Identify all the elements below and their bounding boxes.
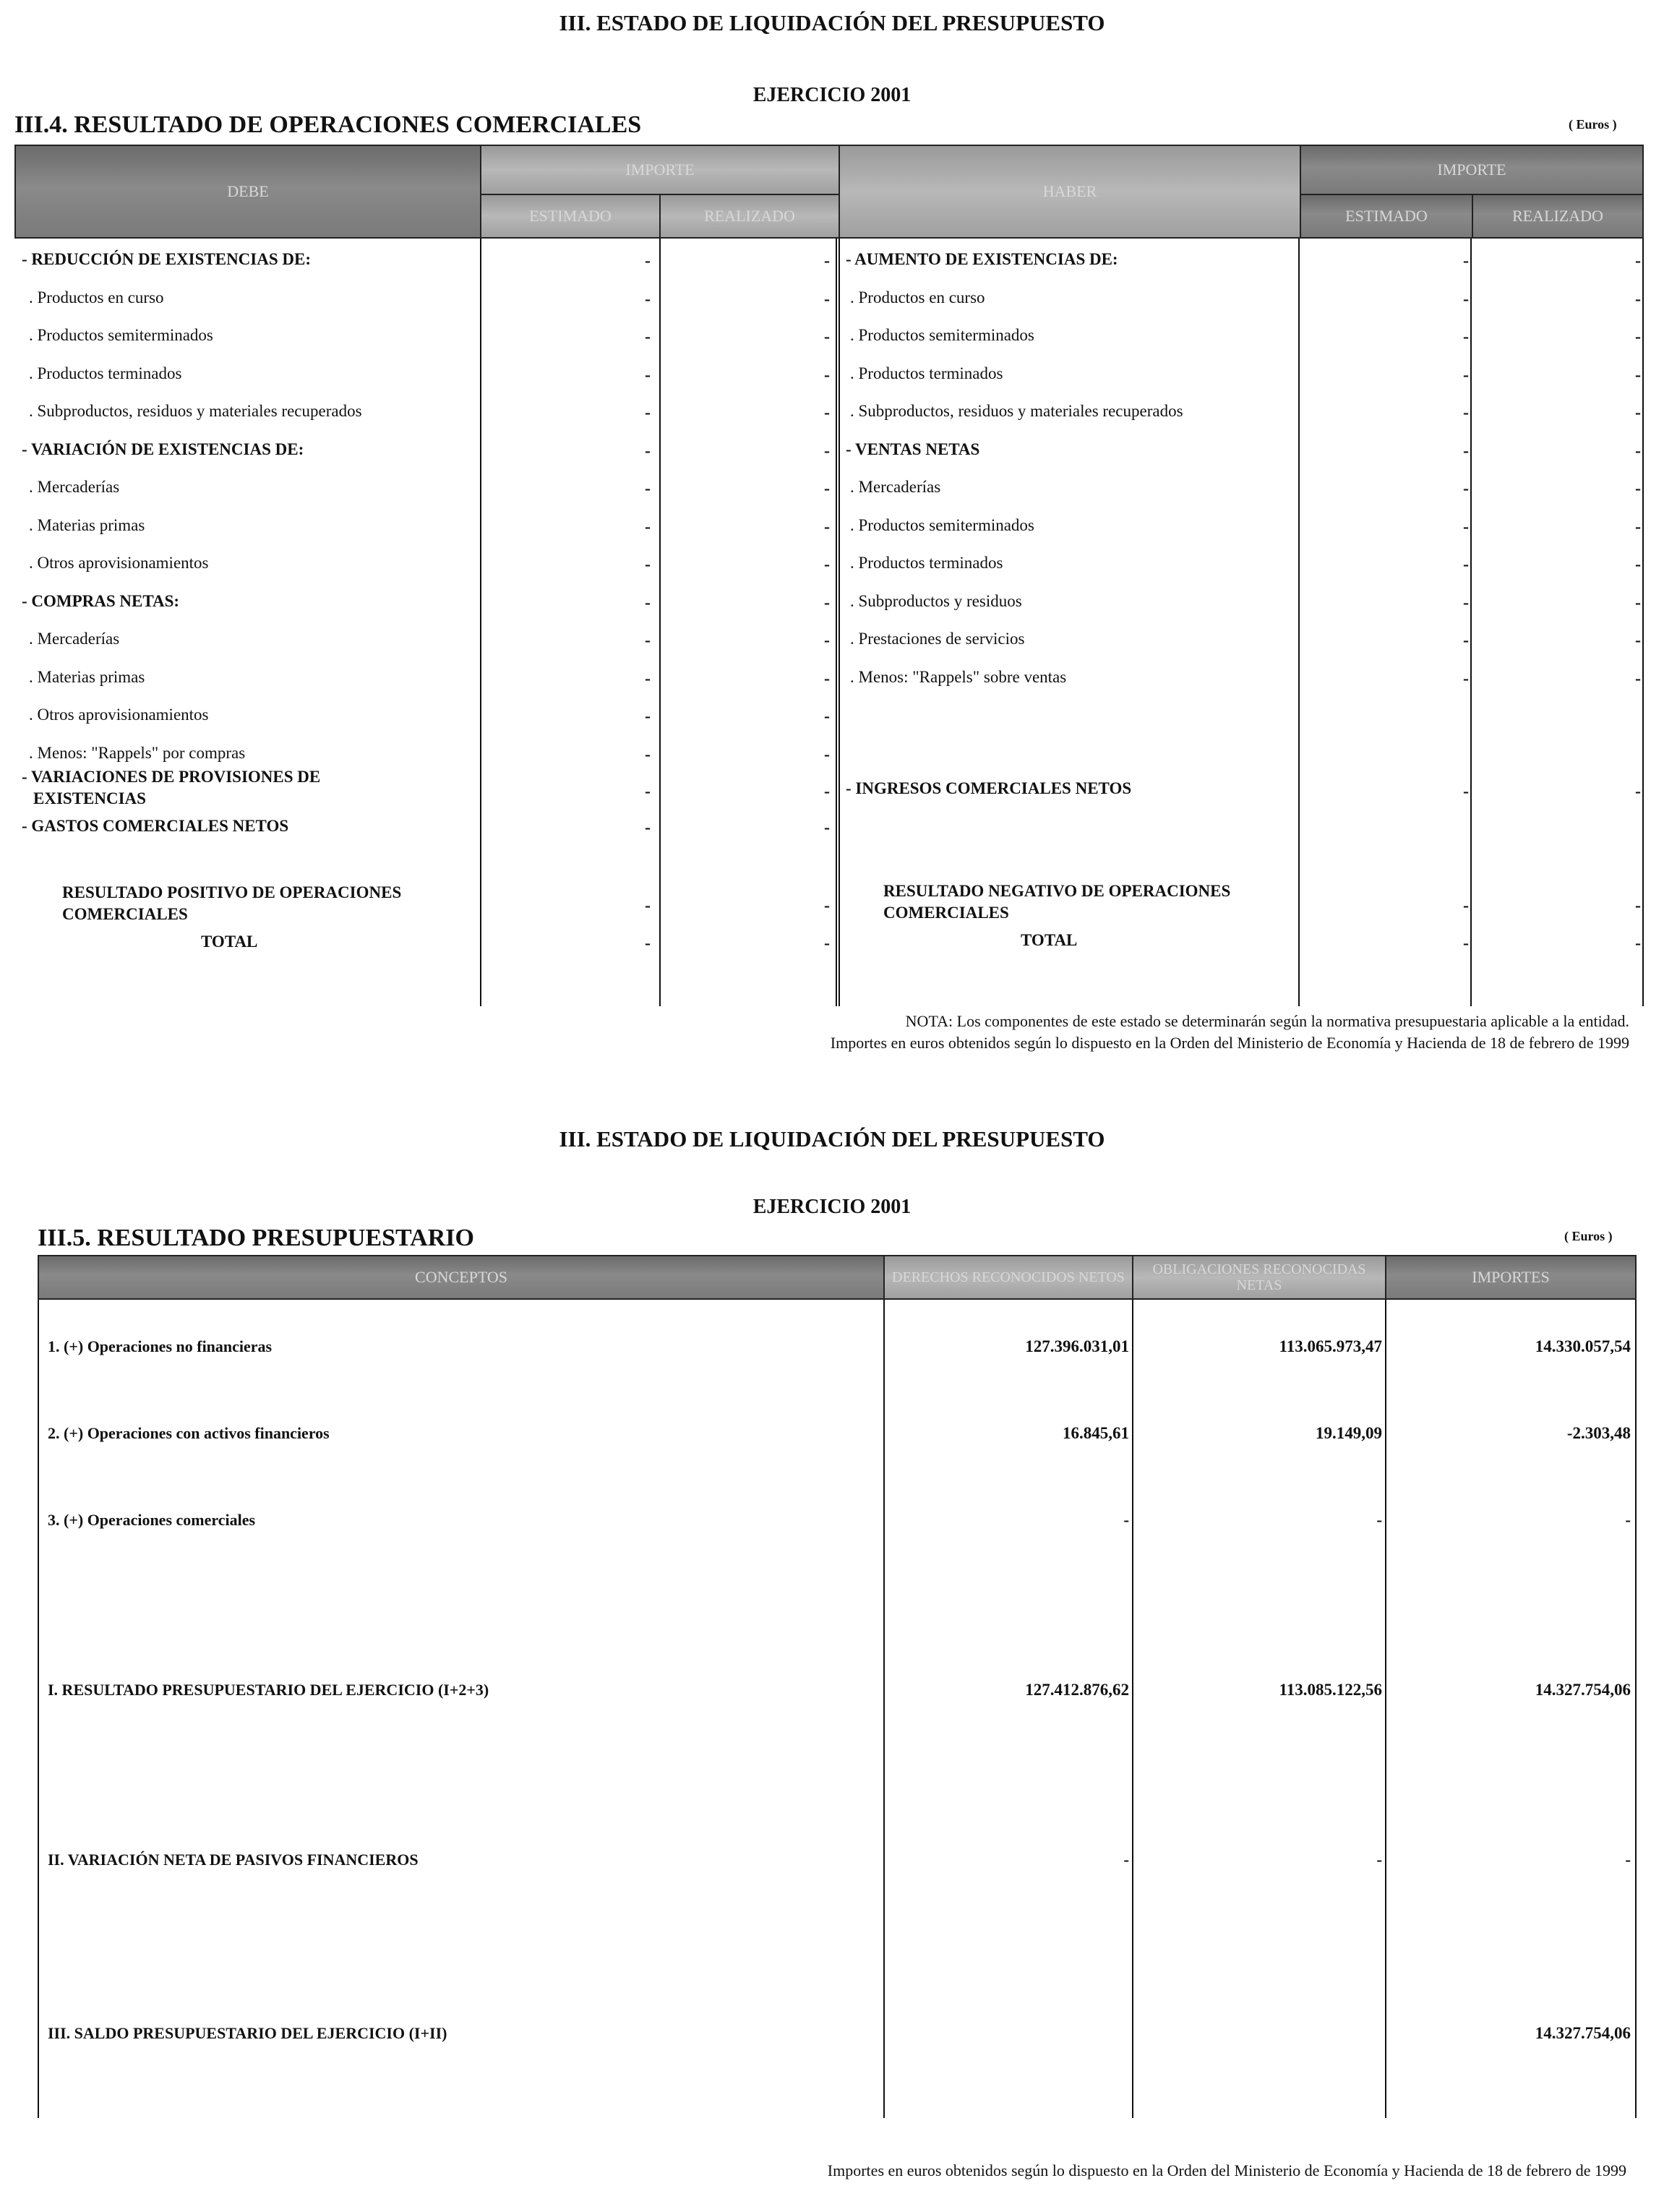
page1-title: III. ESTADO DE LIQUIDACIÓN DEL PRESUPUESTO	[559, 10, 1105, 35]
haber-ingresos-label: - INGRESOS COMERCIALES NETOS	[846, 779, 1132, 797]
haber-row-realizado: -	[1635, 479, 1641, 498]
header-conceptos: CONCEPTOS	[38, 1255, 885, 1300]
haber-row-realizado: -	[1635, 593, 1641, 612]
header-debe: DEBE	[14, 145, 481, 239]
haber-row-estimado: -	[1463, 669, 1469, 688]
debe-resultado-estimado: -	[645, 896, 651, 915]
debe-row-realizado: -	[824, 289, 830, 309]
haber-row-label: . Prestaciones de servicios	[850, 630, 1025, 648]
rule-v2	[659, 239, 661, 1006]
haber-row-label: . Subproductos, residuos y materiales recuperados	[850, 402, 1183, 420]
haber-row-estimado: -	[1463, 252, 1469, 270]
haber-row-realizado: -	[1635, 631, 1641, 650]
debe-row-label: . Menos: "Rappels" por compras	[29, 743, 246, 762]
header-haber: HABER	[839, 145, 1301, 239]
resultado-row-importes: 14.330.057,54	[1535, 1337, 1631, 1355]
header-importe-haber: IMPORTE	[1300, 145, 1644, 195]
debe-row-estimado: -	[645, 669, 651, 688]
haber-row-estimado: -	[1463, 555, 1469, 574]
haber-row-realizado: -	[1635, 555, 1641, 574]
haber-row-estimado: -	[1463, 403, 1469, 422]
header-realizado-debe: REALIZADO	[659, 194, 840, 239]
debe-row-realizado: -	[824, 479, 830, 498]
rule2-v3	[1385, 1300, 1386, 2118]
debe-row-estimado: -	[645, 517, 651, 536]
resultado-row-label: 2. (+) Operaciones con activos financieros	[48, 1424, 330, 1442]
rule2-v1	[883, 1300, 885, 2118]
debe-row-realizado: -	[824, 555, 830, 574]
debe-row-label: . Mercaderías	[29, 478, 120, 496]
haber-row-realizado: -	[1635, 517, 1641, 536]
haber-total-realizado: -	[1635, 934, 1641, 953]
debe-row-estimado: -	[645, 593, 651, 612]
rule-v1	[480, 239, 481, 1006]
debe-row-estimado: -	[645, 631, 651, 650]
debe-row-realizado: -	[824, 517, 830, 536]
haber-resultado-estimado: -	[1463, 896, 1469, 915]
haber-resultado-line2: COMERCIALES	[883, 904, 1009, 922]
debe-row-estimado: -	[645, 252, 651, 270]
page2-units: ( Euros )	[1564, 1229, 1613, 1243]
debe-row-estimado: -	[645, 365, 651, 385]
header-derechos: DERECHOS RECONOCIDOS NETOS	[883, 1255, 1133, 1300]
page1-nota: NOTA: Los componentes de este estado se determinarán según la normativa presupuestaria aplicable a la entidad.	[905, 1012, 1629, 1030]
debe-total-label: TOTAL	[201, 933, 258, 951]
rule-v6	[1470, 239, 1472, 1006]
resultado-row-label: 3. (+) Operaciones comerciales	[48, 1511, 256, 1529]
haber-row-estimado: -	[1463, 593, 1469, 612]
debe-row-label: . Mercaderías	[29, 630, 120, 648]
debe-row-label: . Productos en curso	[29, 288, 164, 306]
resultado-row-derechos: 127.396.031,01	[1025, 1337, 1129, 1355]
debe-row-estimado: -	[645, 745, 651, 764]
debe-row-label: . Otros aprovisionamientos	[29, 706, 209, 724]
haber-row-estimado: -	[1463, 289, 1469, 309]
rule-v4	[839, 239, 840, 1006]
resultado-row-label: III. SALDO PRESUPUESTARIO DEL EJERCICIO (I+II)	[48, 2024, 447, 2042]
debe-row-realizado: -	[824, 327, 830, 346]
header-realizado-haber: REALIZADO	[1472, 194, 1644, 239]
resultado-row-importes: -	[1625, 1851, 1631, 1869]
debe-row-realizado: -	[824, 745, 830, 764]
debe-variaciones-line1: - VARIACIONES DE PROVISIONES DE	[22, 768, 321, 786]
debe-row-label: . Productos terminados	[29, 364, 182, 382]
resultado-row-label: I. RESULTADO PRESUPUESTARIO DEL EJERCICIO (I+2+3)	[48, 1681, 489, 1699]
resultado-row-derechos: -	[1123, 1511, 1129, 1529]
header-obligaciones: OBLIGACIONES RECONOCIDAS NETAS	[1132, 1255, 1386, 1300]
haber-resultado-realizado: -	[1635, 896, 1641, 915]
rule2-v4	[1635, 1300, 1637, 2118]
haber-resultado-line1: RESULTADO NEGATIVO DE OPERACIONES	[883, 882, 1231, 900]
haber-row-label: . Subproductos y residuos	[850, 591, 1022, 610]
header-estimado-debe: ESTIMADO	[480, 194, 661, 239]
debe-row-label: - COMPRAS NETAS:	[22, 591, 180, 610]
debe-row-estimado: -	[645, 707, 651, 726]
debe-variaciones-estimado: -	[645, 782, 651, 801]
resultado-row-derechos: 16.845,61	[1063, 1424, 1129, 1442]
resultado-row-obligaciones: 113.065.973,47	[1279, 1337, 1382, 1355]
haber-row-realizado: -	[1635, 403, 1641, 422]
haber-total-label: TOTAL	[1021, 931, 1078, 949]
debe-variaciones-realizado: -	[824, 782, 830, 801]
debe-total-estimado: -	[645, 934, 651, 953]
rule2-v2	[1132, 1300, 1133, 2118]
resultado-row-obligaciones: -	[1376, 1851, 1382, 1869]
haber-ingresos-estimado: -	[1463, 782, 1469, 801]
page2-title: III. ESTADO DE LIQUIDACIÓN DEL PRESUPUESTO	[559, 1126, 1105, 1152]
resultado-row-importes: 14.327.754,06	[1535, 1681, 1631, 1699]
haber-row-realizado: -	[1635, 289, 1641, 309]
resultado-row-derechos: 127.412.876,62	[1025, 1681, 1129, 1699]
haber-row-label: . Mercaderías	[850, 478, 941, 496]
debe-row-realizado: -	[824, 441, 830, 460]
debe-gastos-estimado: -	[645, 818, 651, 837]
haber-row-label: . Productos semiterminados	[850, 515, 1034, 534]
debe-gastos-label: - GASTOS COMERCIALES NETOS	[22, 817, 289, 835]
haber-row-label: . Productos terminados	[850, 554, 1003, 572]
debe-row-realizado: -	[824, 365, 830, 385]
debe-resultado-line1: RESULTADO POSITIVO DE OPERACIONES	[62, 883, 402, 901]
page1-importes-note: Importes en euros obtenidos según lo dispuesto en la Orden del Ministerio de Economía y Hacienda de 18 de febrero de 1999	[830, 1034, 1629, 1052]
debe-row-realizado: -	[824, 631, 830, 650]
page2-importes-note: Importes en euros obtenidos según lo dispuesto en la Orden del Ministerio de Economía y Hacienda de 18 de febrero de 1999	[827, 2161, 1626, 2179]
resultado-row-importes: 14.327.754,06	[1535, 2024, 1631, 2042]
header-importes: IMPORTES	[1385, 1255, 1637, 1300]
resultado-row-label: 1. (+) Operaciones no financieras	[48, 1337, 273, 1355]
rule-v5	[1298, 239, 1300, 1006]
debe-row-label: . Otros aprovisionamientos	[29, 554, 209, 572]
haber-row-label: - VENTAS NETAS	[846, 440, 980, 458]
page1-section-title: III.4. RESULTADO DE OPERACIONES COMERCIALES	[14, 111, 642, 138]
haber-row-label: . Productos en curso	[850, 288, 985, 306]
debe-row-label: . Materias primas	[29, 667, 145, 686]
debe-resultado-line2: COMERCIALES	[62, 905, 188, 923]
page1-units: ( Euros )	[1569, 117, 1617, 132]
debe-variaciones-line2: EXISTENCIAS	[33, 789, 146, 807]
haber-row-realizado: -	[1635, 669, 1641, 688]
resultado-row-importes: -	[1625, 1511, 1631, 1529]
page2-ejercicio: EJERCICIO 2001	[752, 1196, 912, 1218]
haber-total-estimado: -	[1463, 934, 1469, 953]
debe-row-realizado: -	[824, 669, 830, 688]
resultado-row-obligaciones: -	[1376, 1511, 1382, 1529]
haber-row-estimado: -	[1463, 479, 1469, 498]
rule-v7	[1642, 239, 1644, 1006]
resultado-row-importes: -2.303,48	[1566, 1424, 1631, 1442]
debe-row-estimado: -	[645, 289, 651, 309]
haber-row-estimado: -	[1463, 441, 1469, 460]
debe-row-estimado: -	[645, 479, 651, 498]
debe-row-realizado: -	[824, 593, 830, 612]
haber-row-realizado: -	[1635, 327, 1641, 346]
debe-row-label: - REDUCCIÓN DE EXISTENCIAS DE:	[22, 250, 312, 268]
resultado-row-derechos: -	[1123, 1851, 1129, 1869]
haber-row-estimado: -	[1463, 517, 1469, 536]
debe-resultado-realizado: -	[824, 896, 830, 915]
debe-row-realizado: -	[824, 403, 830, 422]
haber-row-realizado: -	[1635, 252, 1641, 270]
haber-row-estimado: -	[1463, 631, 1469, 650]
haber-row-estimado: -	[1463, 327, 1469, 346]
haber-row-label: - AUMENTO DE EXISTENCIAS DE:	[846, 250, 1118, 268]
debe-total-realizado: -	[824, 934, 830, 953]
debe-row-realizado: -	[824, 707, 830, 726]
header-importe-debe: IMPORTE	[480, 145, 840, 195]
rule-v3	[836, 239, 837, 1006]
debe-row-estimado: -	[645, 555, 651, 574]
debe-row-label: - VARIACIÓN DE EXISTENCIAS DE:	[22, 440, 304, 458]
debe-row-estimado: -	[645, 327, 651, 346]
header-estimado-haber: ESTIMADO	[1300, 194, 1473, 239]
haber-row-estimado: -	[1463, 365, 1469, 385]
resultado-row-label: II. VARIACIÓN NETA DE PASIVOS FINANCIEROS	[48, 1851, 419, 1869]
debe-gastos-realizado: -	[824, 818, 830, 837]
debe-row-realizado: -	[824, 252, 830, 270]
debe-row-label: . Subproductos, residuos y materiales recuperados	[29, 402, 362, 420]
haber-row-label: . Productos terminados	[850, 364, 1003, 382]
debe-row-label: . Materias primas	[29, 515, 145, 534]
resultado-row-obligaciones: 113.085.122,56	[1279, 1681, 1382, 1699]
rule2-v0	[38, 1300, 39, 2118]
resultado-row-obligaciones: 19.149,09	[1316, 1424, 1382, 1442]
debe-row-label: . Productos semiterminados	[29, 326, 213, 344]
haber-row-label: . Menos: "Rappels" sobre ventas	[850, 667, 1067, 686]
debe-row-estimado: -	[645, 403, 651, 422]
haber-row-realizado: -	[1635, 441, 1641, 460]
page1-ejercicio: EJERCICIO 2001	[752, 84, 912, 106]
page2-section-title: III.5. RESULTADO PRESUPUESTARIO	[38, 1225, 474, 1251]
haber-ingresos-realizado: -	[1635, 782, 1641, 801]
haber-row-realizado: -	[1635, 365, 1641, 385]
debe-row-estimado: -	[645, 441, 651, 460]
haber-row-label: . Productos semiterminados	[850, 326, 1034, 344]
